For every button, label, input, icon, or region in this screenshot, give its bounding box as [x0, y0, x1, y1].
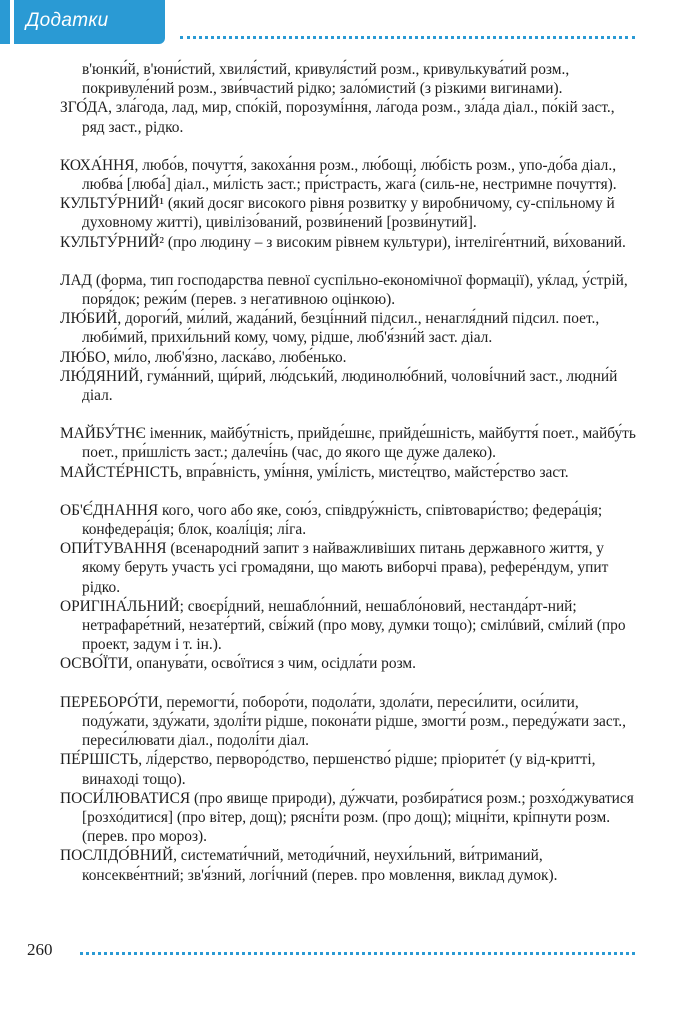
entry-pershist: ПЕ́РШІСТЬ, лі́дерство, первоpо́дство, першенство́ рідше; пріорите́т (у від-критті, винаході тощо).	[60, 751, 596, 788]
entry-liubo: ЛЮ́БО, ми́ло, люб'я́зно, ласка́во, любе́нько.	[60, 348, 347, 366]
entry-zgoda: ЗГО́ДА, зла́года, лад, мир, спо́кій, порозумі́ння, ла́года розм., зла́да діал., по́кій заст., ряд заст., рідко.	[60, 99, 615, 136]
entry-liubyi: ЛЮ́БИЙ, дороги́й, ми́лий, жада́ний, безці́нний підсил., ненагля́дний підсил. поет., люби́мий, прихи́льний кому, чому, рідше, люб'я́зни́й заст. діал.	[60, 310, 600, 347]
entry-lad: ЛАД (форма, тип господарства певної суспільно-економічної формації), уќлад, у́стрій, поря́док; режи́м (перев. з негативною оцінкою).	[60, 271, 628, 309]
entry-opytuvannia: ОПИ́ТУВАННЯ (всенародний запит з найважливіших питань державного життя, у якому беруть участь усі громадяни, що мають виборчі права), рефере́ндум, упит рідко.	[60, 540, 609, 596]
footer-dotted-rule	[80, 952, 635, 955]
entry-poslidovnyi: ПОСЛІДО́ВНИЙ, системати́чний, методи́чний, неухи́льний, ви́триманий, консекве́нтний; зв'я́зний, логі́чний (перев. про мовлення, виклад думок).	[60, 847, 558, 884]
entry-pereboroty: ПЕРЕБОРО́ТИ, перемогти́, поборо́ти, подола́ти, здола́ти, переси́лити, оси́лити, поду́жати, зду́жати, здолі́ти рідше, покона́ти рідше, змогти́ розм., переду́жати заст., переси́лювати діал., подолі́ти діал.	[60, 693, 626, 750]
entry-maisternist: МАЙСТЕ́РНІСТЬ, впра́вність, умі́ння, умі́лість, мисте́цтво, майсте́рство заст.	[60, 463, 569, 481]
entry-maibutnie: МАЙБУ́ТНЄ іменник, майбу́тність, прийде́шнє, прийде́шність, майбуття́ поет., майбу́ть поет., при́шлість заст.; далечі́нь (час, до якого ще дуже далеко).	[60, 425, 636, 462]
entry-obiednannia: ОБ'Є́ДНАННЯ кого, чого або яке, сою́з, співдру́жність, співтовари́ство; федера́ція; конфедера́ція; блок, коалі́ція; лі́га.	[60, 501, 603, 539]
entry-kulturnyi-2: КУЛЬТУ́РНИЙ² (про людину – з високим рівнем культури), інтеліге́нтний, ви́хований.	[60, 233, 626, 251]
header-dotted-rule	[180, 36, 635, 39]
dictionary-body	[60, 60, 636, 885]
entry-liudianyi: ЛЮ́ДЯНИЙ, гума́нний, щи́рий, лю́дськи́й, людинолю́бний, чолові́чний заст., людни́й діал.	[60, 367, 618, 405]
entry-osvoity: ОСВО́ЇТИ, опанува́ти, осво́їтися з чим, осідла́ти розм.	[60, 655, 417, 673]
entry-oryhinalnyi: ОРИГІНА́ЛЬНИЙ; своєрі́дний, нешабло́нний, нешабло́новий, нестанда́рт-ний; нетрафаре́тний, незате́ртий, сві́жий (про мову, думки тощо); смілúвий, смі́лий (про проект, задум і т. ін.).	[60, 597, 626, 654]
entry-posyliuvatysia: ПОСИ́ЛЮВАТИСЯ (про явище природи), ду́жчати, розбира́тися розм.; розхо́джуватися [розхо́дитися] (про вітер, дощ); рясні́ти розм. (про дощ); міцні́ти, крі́пнути розм. (перев. про мороз).	[60, 789, 634, 846]
section-tab	[0, 0, 165, 44]
entry-kulturnyi-1: КУЛЬТУ́РНИЙ¹ (який досяг високого рівня розвитку у виробничому, су-спільному й духовному житті), цивілізо́ваний, розви́нений [розви́нутий].	[60, 195, 615, 232]
tab-marker	[10, 0, 14, 44]
entry-kokhannia: КОХА́ННЯ, любо́в, почуття́, закоха́ння розм., лю́бощі, лю́бість розм., упо-до́ба діал., любва́ [люба́] діал., ми́лість заст.; при́страсть, жага́ (силь-не, нестримне почуття).	[60, 156, 617, 194]
section-title: Додатки	[26, 10, 109, 31]
entry-continuation: в'юнки́й, в'юни́стий, хвиля́стий, кривуля́стий розм., кривулькува́тий розм., покривуле́ний розм., зви́вчастий рідко; зало́мистий (з різкими вигинами).	[82, 61, 570, 98]
page-number: 260	[27, 940, 53, 959]
